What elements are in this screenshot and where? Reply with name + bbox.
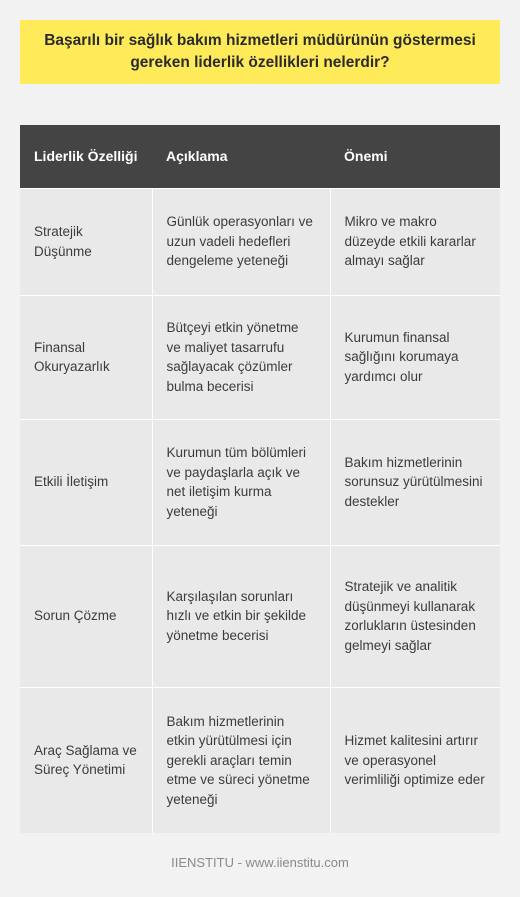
description-cell: Kurumun tüm bölümleri ve paydaşlarla açık ve net iletişim kurma yeteneği xyxy=(152,419,330,545)
header-trait: Liderlik Özelliği xyxy=(34,148,138,165)
table-row xyxy=(20,295,500,419)
header-row xyxy=(20,125,500,188)
description-cell: Karşılaşılan sorunları hızlı ve etkin bir şekilde yönetme becerisi xyxy=(152,545,330,687)
trait-cell: Sorun Çözme xyxy=(20,545,152,687)
header-importance: Önemi xyxy=(344,148,388,165)
importance-cell: Kurumun finansal sağlığını korumaya yardımcı olur xyxy=(330,295,500,419)
trait-cell: Araç Sağlama ve Süreç Yönetimi xyxy=(20,687,152,833)
table-header xyxy=(20,125,500,188)
importance-cell: Mikro ve makro düzeyde etkili kararlar almayı sağlar xyxy=(330,188,500,295)
importance-cell: Hizmet kalitesini artırır ve operasyonel verimliliği optimize eder xyxy=(330,687,500,833)
title-banner xyxy=(20,20,500,84)
header-description: Açıklama xyxy=(166,148,228,165)
page-title: Başarılı bir sağlık bakım hizmetleri müdürünün göstermesi gereken liderlik özellikleri nelerdir? xyxy=(44,32,476,71)
table-row xyxy=(20,687,500,833)
trait-cell: Etkili İletişim xyxy=(20,419,152,545)
description-cell: Bütçeyi etkin yönetme ve maliyet tasarrufu sağlayacak çözümler bulma becerisi xyxy=(152,295,330,419)
trait-cell: Stratejik Düşünme xyxy=(20,188,152,295)
table-body xyxy=(20,188,500,833)
table-row xyxy=(20,188,500,295)
description-cell: Günlük operasyonları ve uzun vadeli hedefleri dengeleme yeteneği xyxy=(152,188,330,295)
table-row xyxy=(20,419,500,545)
importance-cell: Bakım hizmetlerinin sorunsuz yürütülmesini destekler xyxy=(330,419,500,545)
leadership-traits-table xyxy=(20,125,500,833)
importance-cell: Stratejik ve analitik düşünmeyi kullanarak zorlukların üstesinden gelmeyi sağlar xyxy=(330,545,500,687)
footer-credit: IIENSTITU - www.iienstitu.com xyxy=(171,855,349,870)
trait-cell: Finansal Okuryazarlık xyxy=(20,295,152,419)
description-cell: Bakım hizmetlerinin etkin yürütülmesi için gerekli araçları temin etme ve süreci yönetme yeteneği xyxy=(152,687,330,833)
table-row xyxy=(20,545,500,687)
